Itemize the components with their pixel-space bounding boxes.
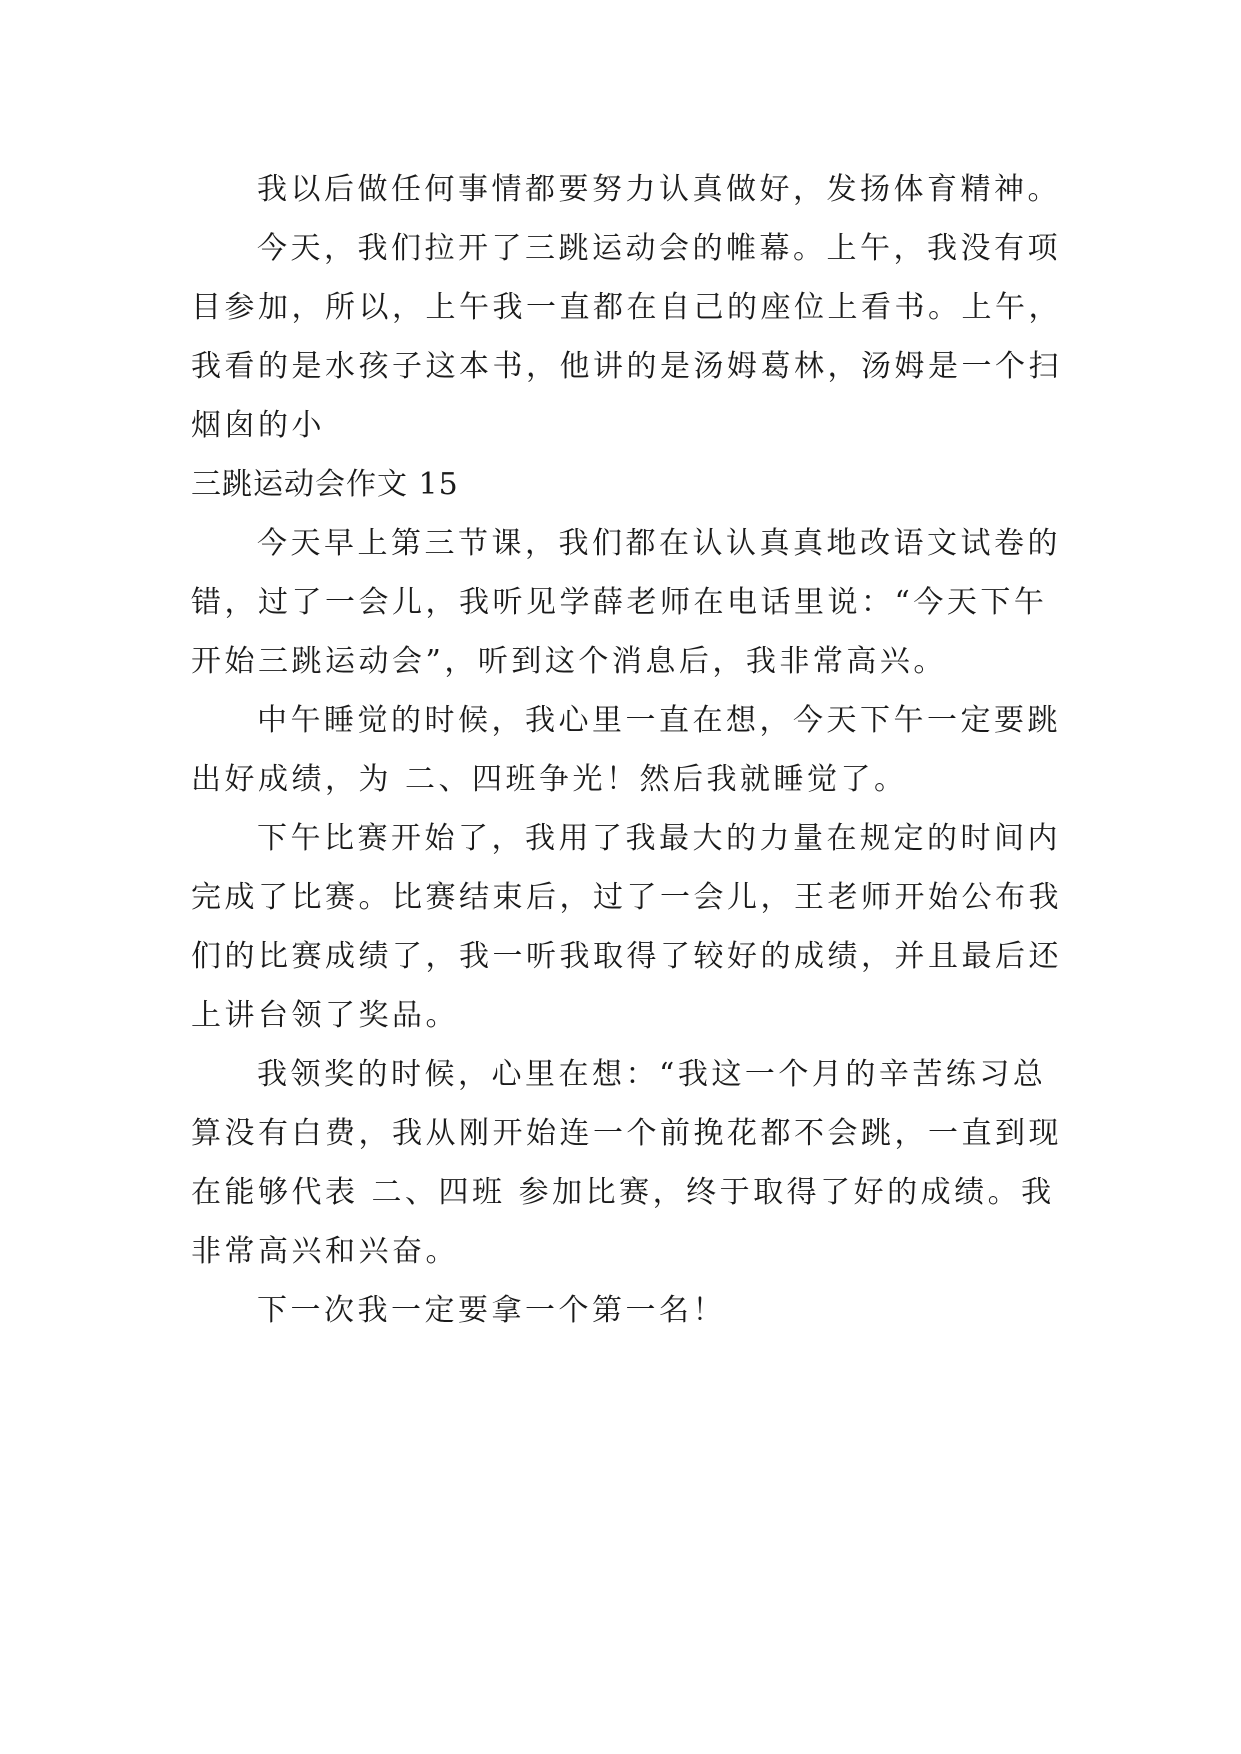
text-line: 非常高兴和兴奋。 xyxy=(191,1234,459,1269)
text-line: 今天，我们拉开了三跳运动会的帷幕。上午，我没有项 xyxy=(257,231,1061,266)
text-line: 我以后做任何事情都要努力认真做好，发扬体育精神。 xyxy=(257,172,1061,207)
text-line: 我看的是水孩子这本书，他讲的是汤姆葛林，汤姆是一个扫 xyxy=(191,349,1062,384)
text-line: 下午比赛开始了，我用了我最大的力量在规定的时间内 xyxy=(257,821,1061,856)
text-line: 完成了比赛。比赛结束后，过了一会儿，王老师开始公布我 xyxy=(191,880,1062,915)
text-line: 下一次我一定要拿一个第一名！ xyxy=(257,1293,726,1328)
text-line: 错，过了一会儿，我听见学薛老师在电话里说：“今天下午 xyxy=(191,585,1048,620)
section-heading: 三跳运动会作文 15 xyxy=(191,467,459,502)
text-line: 我领奖的时候，心里在想：“我这一个月的辛苦练习总 xyxy=(257,1057,1047,1092)
document-body xyxy=(191,160,1071,1340)
text-line: 上讲台领了奖品。 xyxy=(191,998,459,1033)
text-line: 算没有白费，我从刚开始连一个前挽花都不会跳，一直到现 xyxy=(191,1116,1062,1151)
text-line: 烟囱的小 xyxy=(191,408,325,443)
text-line: 开始三跳运动会”，听到这个消息后，我非常高兴。 xyxy=(191,644,947,679)
text-line: 在能够代表 二、四班 参加比赛，终于取得了好的成绩。我 xyxy=(191,1175,1055,1210)
text-line: 中午睡觉的时候，我心里一直在想，今天下午一定要跳 xyxy=(257,703,1061,738)
text-line: 目参加，所以，上午我一直都在自己的座位上看书。上午， xyxy=(191,290,1062,325)
text-line: 们的比赛成绩了，我一听我取得了较好的成绩，并且最后还 xyxy=(191,939,1062,974)
text-line: 出好成绩，为 二、四班争光！然后我就睡觉了。 xyxy=(191,762,908,797)
text-line: 今天早上第三节课，我们都在认认真真地改语文试卷的 xyxy=(257,526,1061,561)
